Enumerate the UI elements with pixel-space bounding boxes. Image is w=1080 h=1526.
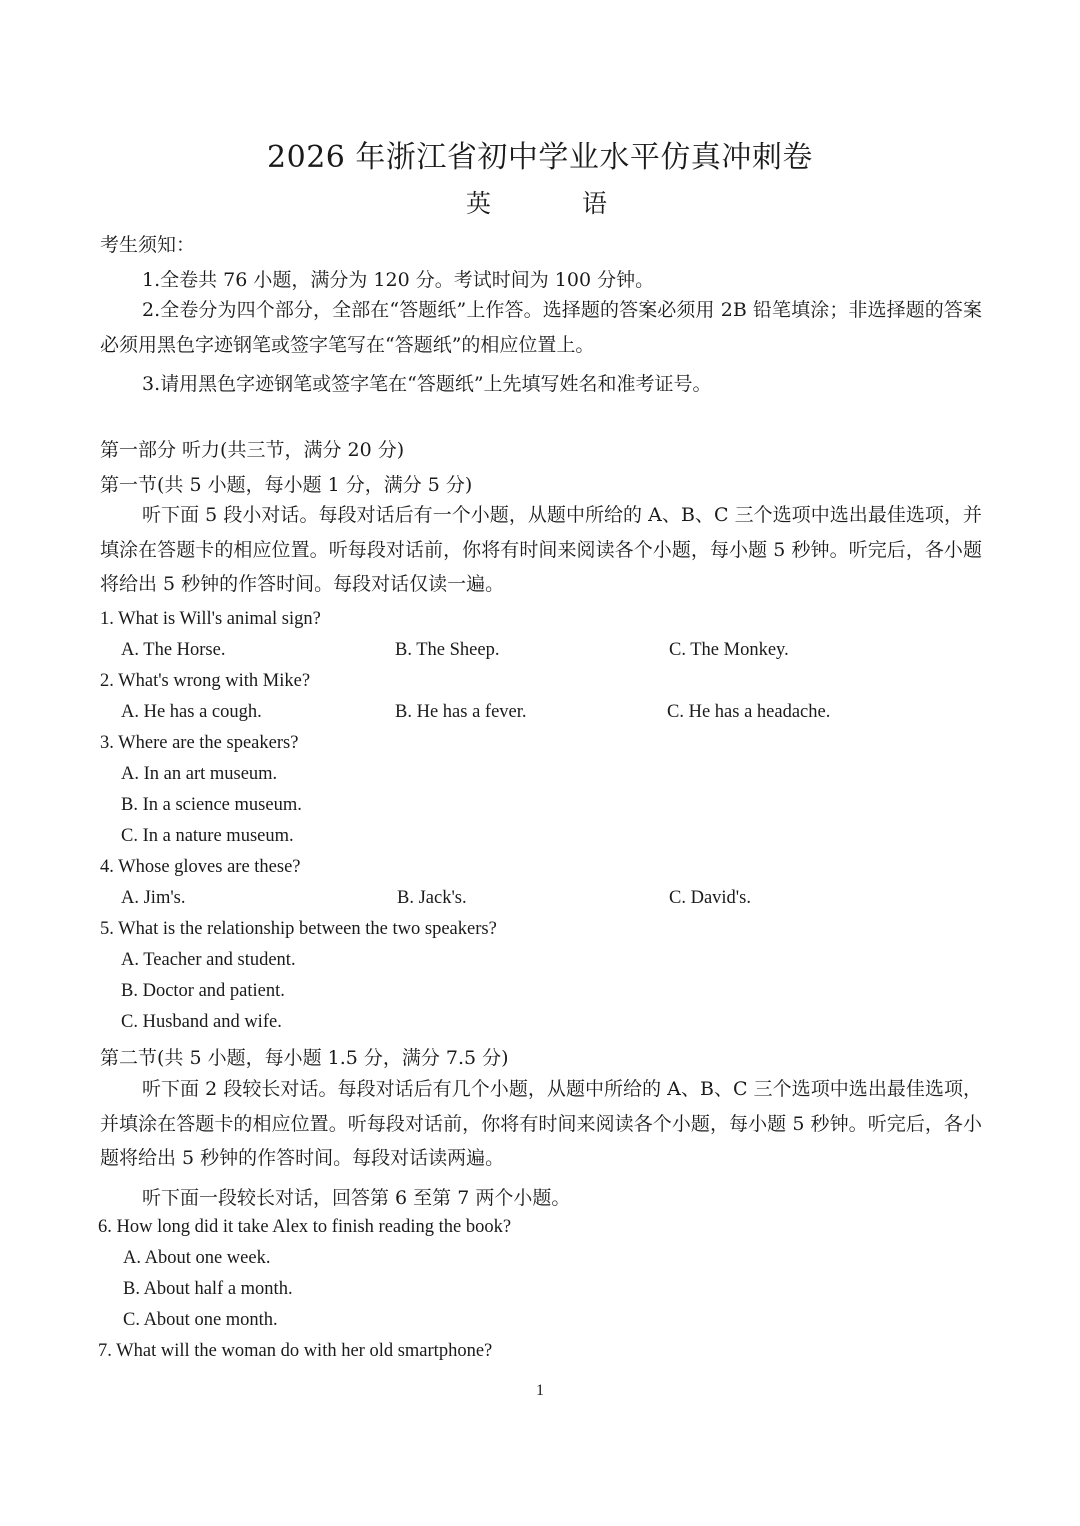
section1-heading: 第一节(共 5 小题，每小题 1 分，满分 5 分) [100,474,473,496]
question-option: B. Doctor and patient. [121,981,285,1001]
notice-heading: 考生须知： [100,234,196,256]
question-option: C. The Monkey. [669,640,789,660]
question-stem: 1. What is Will's animal sign? [100,609,321,629]
section1-instructions: 听下面 5 段小对话。每段对话后有一个小题，从题中所给的 A、B、C 三个选项中选出最佳选项，并填涂在答题卡的相应位置。听每段对话前，你将有时间来阅读各个小题，每小题 5 秒钟。听完后，各小题将给出 5 秒钟的作答时间。每段对话仅读一遍。 [100,504,982,595]
question-stem: 2. What's wrong with Mike? [100,671,311,691]
part1-heading: 第一部分 听力(共三节，满分 20 分) [100,439,405,461]
question-stem: 7. What will the woman do with her old smartphone? [98,1341,493,1361]
question-option: A. The Horse. [121,640,226,660]
subject-char-1: 英 [466,189,492,218]
section2-heading: 第二节(共 5 小题，每小题 1.5 分，满分 7.5 分) [100,1047,509,1069]
question-option: B. About half a month. [123,1279,293,1299]
page-number: 1 [536,1382,544,1399]
question-option: B. The Sheep. [395,640,500,660]
exam-title: 2026 年浙江省初中学业水平仿真冲刺卷 [267,140,813,175]
subject-char-2: 语 [582,189,608,218]
question-option: C. In a nature museum. [121,826,294,846]
section2-instructions: 听下面 2 段较长对话。每段对话后有几个小题，从题中所给的 A、B、C 三个选项中选出最佳选项，并填涂在答题卡的相应位置。听每段对话前，你将有时间来阅读各个小题，每小题 5 秒钟。听完后，各小题将给出 5 秒钟的作答时间。每段对话读两遍。 [100,1078,982,1169]
question-option: A. He has a cough. [121,702,262,722]
notice-item-1: 1.全卷共 76 小题，满分为 120 分。考试时间为 100 分钟。 [142,269,655,291]
question-option: B. Jack's. [397,888,467,908]
question-option: A. About one week. [123,1248,271,1268]
question-option: A. In an art museum. [121,764,278,784]
question-stem: 3. Where are the speakers? [100,733,299,753]
question-stem: 5. What is the relationship between the two speakers? [100,919,497,939]
question-option: A. Jim's. [121,888,186,908]
question-option: C. Husband and wife. [121,1012,282,1032]
notice-item-3: 3.请用黑色字迹钢笔或签字笔在“答题纸”上先填写姓名和准考证号。 [142,373,712,395]
notice-item-2: 2.全卷分为四个部分，全部在“答题纸”上作答。选择题的答案必须用 2B 铅笔填涂；非选择题的答案必须用黑色字迹钢笔或签字笔写在“答题纸”的相应位置上。 [100,299,982,356]
section2-sub-instruction: 听下面一段较长对话，回答第 6 至第 7 两个小题。 [142,1187,571,1209]
question-option: C. About one month. [123,1310,278,1330]
question-option: C. David's. [669,888,751,908]
question-option: B. In a science museum. [121,795,302,815]
question-option: B. He has a fever. [395,702,527,722]
question-option: C. He has a headache. [667,702,831,722]
question-option: A. Teacher and student. [121,950,296,970]
question-stem: 4. Whose gloves are these? [100,857,301,877]
question-stem: 6. How long did it take Alex to finish reading the book? [98,1217,512,1237]
